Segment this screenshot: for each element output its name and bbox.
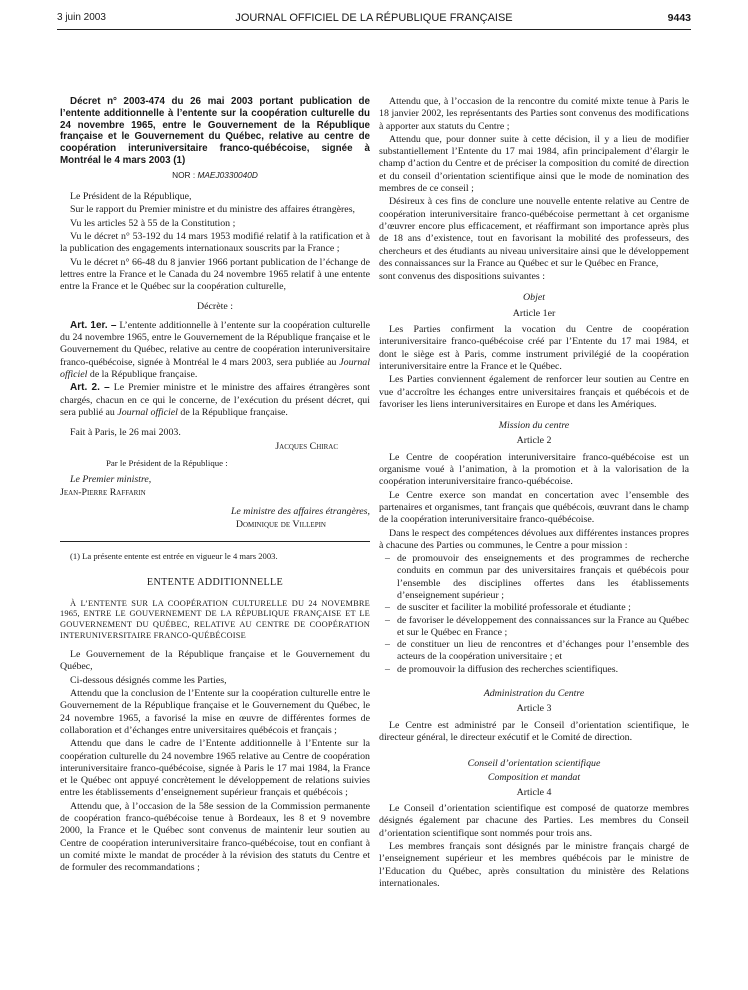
entente-paragraph: Attendu que, à l’occasion de la 58e session de la Commission permanente de coopération franco-québécoise tenue à Bordeaux, les 8 et 9 novembre 2000, la France et le Québec sont convenus de maintenir leur soutien au Centre de coopération interuniversitaire franco-québécoise, tout en confiant à un comité mixte le mandat de procéder à la révision des statuts du Centre et de formuler des recommandations ;	[60, 800, 370, 874]
decree-article-1	[60, 320, 370, 381]
entente-paragraph: Les Parties confirment la vocation du Centre de coopération interuniversitaire franco-québécoise créé par l’Entente du 17 mai 1984, et dont le siège est à Paris, comme instrument privilégié de la coopération interuniversitaire entre la France et le Québec.	[379, 324, 689, 372]
intro-president: Le Président de la République,	[70, 191, 192, 203]
entente-paragraph: Le Centre de coopération interuniversitaire franco-québécoise est un organisme voué à l’animation, à la promotion et à la valorisation de la coopération interuniversitaire franco-québécoise.	[379, 451, 689, 488]
done-at: Fait à Paris, le 26 mai 2003.	[70, 427, 181, 439]
entente-paragraph: Ci-dessous désignés comme les Parties,	[70, 674, 227, 686]
pm-name: Jean-Pierre Raffarin	[60, 487, 146, 499]
entente-paragraph: Dans le respect des compétences dévolues aux différentes instances propres à chacune des Parties ou communes, le Centre a pour mission :	[379, 527, 689, 551]
art2-text-b: de la République française.	[180, 406, 288, 418]
article-1-heading: Article 1er	[512, 307, 556, 319]
art2-journal: Journal officiel	[117, 406, 178, 418]
art2-label: Art. 2. –	[70, 382, 110, 394]
decree-article-2	[60, 382, 370, 419]
decree-title: Décret n° 2003-474 du 26 mai 2003 portant publication de l’entente additionnelle à l’entente sur la coopération culturelle du 24 novembre 1965, entre le Gouvernement de la République française et le Gouvernement du Québec, relative au centre de coopération interuniversitaire franco-québécoise, signée à Montréal le 4 mars 2003 (1)	[60, 96, 370, 166]
par-le-president: Par le Président de la République :	[106, 457, 228, 468]
minister-name: Dominique de Villepin	[235, 518, 326, 530]
entente-paragraph: Le Conseil d’orientation scientifique est composé de quatorze membres désignés également par chacune des Parties. Les membres du Conseil d’orientation scientifique sont nommés pour trois ans.	[379, 803, 689, 839]
section-conseil-title: Conseil d’orientation scientifique	[467, 758, 601, 770]
entente-paragraph: Attendu que dans le cadre de l’Entente additionnelle à l’Entente sur la coopération culturelle du 24 novembre 1965 relative au Centre de coopération interuniversitaire franco-québécoise, signée à Paris le 17 mai 1984, la France et le Québec ont appuyé concrètement le développement de relations suivies entre les établissements d’enseignement supérieur français et québécois ;	[60, 738, 370, 799]
list-item: – de favoriser le développement des connaissances sur la France au Québec et sur le Québec en France ;	[379, 615, 689, 640]
pm-title: Le Premier ministre,	[70, 474, 152, 486]
entente-heading: ENTENTE ADDITIONNELLE	[146, 576, 284, 588]
art2-text-a: Le Premier ministre et le ministre des affaires étrangères sont chargés, chacun en ce qui le concerne, de l’exécution du présent décret, qui sera publié au	[60, 382, 370, 418]
footnote-rule	[60, 541, 370, 542]
article-3-heading: Article 3	[516, 703, 552, 715]
intro-vu-constitution: Vu les articles 52 à 55 de la Constitution ;	[70, 217, 236, 229]
section-objet: Objet	[523, 292, 545, 304]
nor-label: NOR :	[172, 169, 196, 180]
header-date: 3 juin 2003	[57, 12, 106, 23]
left-column	[60, 96, 370, 876]
intro-vu-decret-1966: Vu le décret n° 66-48 du 8 janvier 1966 portant publication de l’échange de lettres entre la France et le Canada du 24 novembre 1965 relatif à une entente entre la France et le Québec sur la coopération culturelle,	[60, 256, 370, 293]
article-4-heading: Article 4	[516, 786, 552, 798]
entente-paragraph: Les membres français sont désignés par le ministre français chargé de l’enseignement supérieur et les membres québécois par le ministre de l’Education du Québec, après consultation du ministère des Relations internationales.	[379, 841, 689, 889]
article-2-heading: Article 2	[516, 435, 552, 447]
entente-paragraph: sont convenus des dispositions suivantes :	[379, 271, 545, 283]
list-item: – de susciter et faciliter la mobilité professorale et étudiante ;	[379, 602, 689, 614]
mission-list	[379, 553, 689, 676]
nor-code: MAEJ0330040D	[197, 169, 258, 180]
page-header	[57, 12, 691, 26]
entente-paragraph: Attendu que, pour donner suite à cette décision, il y a lieu de modifier substantiellement l’Entente du 17 mai 1984, afin principalement d’élargir le champ d’action du Centre et de préciser la composition du comité de direction et du conseil d’orientation scientifique ainsi que le mode de nomination des membres de ce conseil ;	[379, 133, 689, 195]
right-column	[379, 96, 689, 891]
signatory-president: Jacques Chirac	[275, 441, 338, 453]
section-mission: Mission du centre	[498, 420, 570, 432]
entente-paragraph: Le Gouvernement de la République française et le Gouvernement du Québec,	[60, 649, 370, 673]
list-item: – de constituer un lieu de rencontres et d’échanges pour l’ensemble des acteurs de la coopération universitaire ; et	[379, 639, 689, 664]
art1-text-a: L’entente additionnelle à l’entente sur la coopération culturelle du 24 novembre 1965, entre le Gouvernement de la République française et le Gouvernement du Québec, relative au centre de coopération interuniversitaire franco-québécoise, signée à Montréal le 4 mars 2003, sera publiée au	[60, 319, 371, 368]
header-rule	[57, 29, 691, 30]
entente-subheading: À L’ENTENTE SUR LA COOPÉRATION CULTURELLE DU 24 NOVEMBRE 1965, ENTRE LE GOUVERNEMENT DE LA RÉPUBLIQUE FRANÇAISE ET LE GOUVERNEMENT DU QUÉBEC, RELATIVE AU CENTRE DE COOPÉRATION INTERUNIVERSITAIRE FRANCO-QUÉBÉCOISE	[60, 598, 370, 640]
intro-rapport: Sur le rapport du Premier ministre et du ministre des affaires étrangères,	[70, 204, 356, 216]
entente-paragraph: Le Centre est administré par le Conseil d’orientation scientifique, le directeur général, le directeur exécutif et le Comité de direction.	[379, 719, 689, 743]
list-item: – de promouvoir des enseignements et des programmes de recherche conduits en commun par des universitaires français et québécois pour l’ensemble des disciplines offertes dans les établissements d’enseignement supérieur ;	[379, 553, 689, 602]
art1-journal: Journal officiel	[60, 356, 370, 380]
art1-label: Art. 1er. –	[70, 319, 117, 331]
entente-paragraph: Attendu que, à l’occasion de la rencontre du comité mixte tenue à Paris le 18 janvier 2002, les représentants des Parties sont convenus des modifications à apporter aux statuts du Centre ;	[379, 96, 689, 132]
page-number: 9443	[667, 12, 691, 24]
decrete-heading: Décrète :	[197, 301, 233, 313]
list-item: – de promouvoir la diffusion des recherches scientifiques.	[379, 664, 689, 676]
section-administration: Administration du Centre	[483, 688, 585, 700]
minister-title: Le ministre des affaires étrangères,	[230, 505, 370, 517]
entente-paragraph: Attendu que la conclusion de l’Entente sur la coopération culturelle entre le Gouvernement de la République française et le Gouvernement du Québec, le 24 novembre 1965, a favorisé la mise en œuvre de différentes formes de collaboration et d’échanges entre universitaires québécois et français ;	[60, 688, 370, 736]
entente-paragraph: Les Parties conviennent également de renforcer leur soutien au Centre en vue d’accroître les échanges entre universitaires français et québécois et de favoriser les liens interuniversitaires en Europe et dans les Amériques.	[379, 374, 689, 410]
art1-text-b: de la République française.	[89, 368, 198, 380]
nor-reference	[60, 169, 370, 181]
intro-vu-decret-1953: Vu le décret n° 53-192 du 14 mars 1953 modifié relatif à la ratification et à la publication des engagements internationaux souscrits par la France ;	[60, 230, 370, 255]
entente-paragraph: Le Centre exerce son mandat en concertation avec l’ensemble des partenaires et organismes, tant français que québécois, œuvrant dans le champ de la coopération interuniversitaire franco-québécoise.	[379, 489, 689, 526]
journal-title: JOURNAL OFFICIEL DE LA RÉPUBLIQUE FRANÇAISE	[235, 12, 513, 24]
section-conseil-subtitle: Composition et mandat	[487, 771, 581, 783]
footnote: (1) La présente entente est entrée en vigueur le 4 mars 2003.	[70, 551, 278, 562]
entente-paragraph: Désireux à ces fins de conclure une nouvelle entente relative au Centre de coopération interuniversitaire franco-québécoise permettant à cet organisme d’œuvrer encore plus efficacement, et réaffirmant son importance après plus de 18 ans d’existence, tout en favorisant la mobilité des professeurs, des chercheurs et des étudiants au niveau universitaire ainsi que le développement des connaissances sur la France au Québec et sur le Québec en France,	[379, 196, 689, 269]
